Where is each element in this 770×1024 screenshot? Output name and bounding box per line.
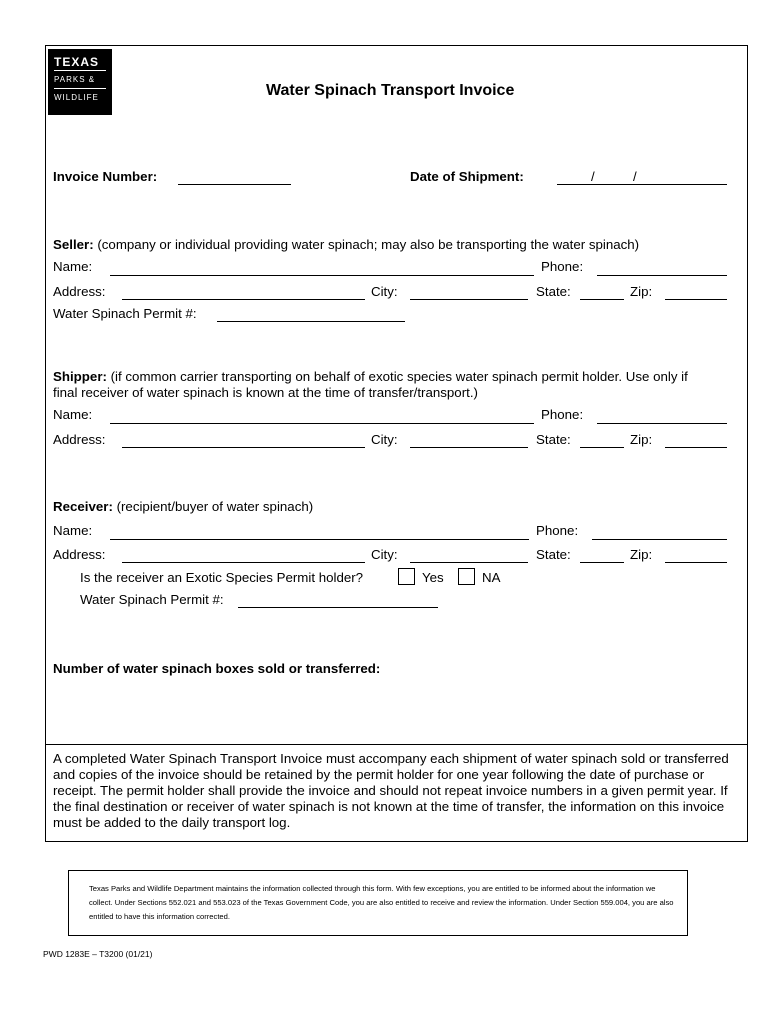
shipper-phone-label: Phone: [541,407,584,422]
logo-rule [54,70,106,71]
seller-state-field[interactable] [580,299,624,300]
shipper-state-label: State: [536,432,571,447]
receiver-name-field[interactable] [110,539,529,540]
boxes-count-label: Number of water spinach boxes sold or transferred: [53,661,381,676]
form-title: Water Spinach Transport Invoice [266,82,515,99]
logo-line-1: TEXAS [54,55,100,69]
receiver-address-label: Address: [53,547,106,562]
receiver-city-field[interactable] [410,562,528,563]
shipper-description-cont: final receiver of water spinach is known at the time of transfer/transport.) [53,385,478,400]
permit-holder-question: Is the receiver an Exotic Species Permit holder? [80,570,364,585]
shipper-address-label: Address: [53,432,106,447]
instructions-paragraph: A completed Water Spinach Transport Invoice must accompany each shipment of water spinach sold or transferred and copies of the invoice should be retained by the permit holder for one year following the date of purchase or receipt. The permit holder shall provide the invoice and should not repeat invoice numbers in a given permit year. If the final destination or receiver of water spinach is not known at the time of transfer, the information on this invoice must be added to the daily transport log. [53,751,729,830]
seller-zip-label: Zip: [630,284,653,299]
shipper-phone-field[interactable] [597,423,727,424]
invoice-number-label: Invoice Number: [53,169,158,184]
invoice-number-field[interactable] [178,184,291,185]
shipper-city-label: City: [371,432,398,447]
section-divider [45,744,748,745]
receiver-zip-field[interactable] [665,562,727,563]
na-label: NA [482,570,501,585]
date-of-shipment-label: Date of Shipment: [410,169,524,184]
seller-heading: Seller: [53,237,94,252]
seller-name-label: Name: [53,259,93,274]
seller-name-field[interactable] [110,275,534,276]
receiver-state-field[interactable] [580,562,624,563]
tpwd-logo [48,49,112,115]
seller-address-field[interactable] [122,299,365,300]
seller-phone-label: Phone: [541,259,584,274]
privacy-notice-text: Texas Parks and Wildlife Department maintains the information collected through this form. With few exceptions, you are entitled to be informed about the information we collect. Under Sections 552.021 and 553.023 of the Texas Government Code, you are also entitled to receive and review the information. Under Section 559.004, you are also entitled to have this information corrected. [89,884,674,921]
date-separator: / [591,169,595,184]
seller-zip-field[interactable] [665,299,727,300]
shipper-zip-field[interactable] [665,447,727,448]
date-of-shipment-field[interactable] [557,184,727,185]
receiver-description: (recipient/buyer of water spinach) [112,499,314,514]
receiver-city-label: City: [371,547,398,562]
seller-phone-field[interactable] [597,275,727,276]
date-separator: / [633,169,637,184]
receiver-zip-label: Zip: [630,547,653,562]
shipper-name-field[interactable] [110,423,534,424]
seller-description: (company or individual providing water spinach; may also be transporting the water spinach) [93,237,640,252]
receiver-state-label: State: [536,547,571,562]
receiver-heading-line [53,499,313,514]
yes-checkbox[interactable] [398,568,415,585]
shipper-heading: Shipper: [53,369,107,384]
seller-address-label: Address: [53,284,106,299]
shipper-description: (if common carrier transporting on behalf of exotic species water spinach permit holder. Use only if [106,369,688,384]
receiver-address-field[interactable] [122,562,365,563]
receiver-permit-field[interactable] [238,607,438,608]
shipper-address-field[interactable] [122,447,365,448]
privacy-notice-box [68,870,688,936]
na-checkbox[interactable] [458,568,475,585]
seller-city-field[interactable] [410,299,528,300]
receiver-heading: Receiver: [53,499,113,514]
yes-label: Yes [422,570,444,585]
seller-heading-line [53,237,639,252]
shipper-city-field[interactable] [410,447,528,448]
shipper-state-field[interactable] [580,447,624,448]
seller-state-label: State: [536,284,571,299]
receiver-name-label: Name: [53,523,93,538]
seller-permit-label: Water Spinach Permit #: [53,306,197,321]
seller-city-label: City: [371,284,398,299]
shipper-name-label: Name: [53,407,93,422]
receiver-phone-label: Phone: [536,523,579,538]
receiver-phone-field[interactable] [592,539,727,540]
form-number: PWD 1283E – T3200 (01/21) [43,949,153,959]
receiver-permit-label: Water Spinach Permit #: [80,592,224,607]
logo-line-2: PARKS & [54,75,96,84]
shipper-heading-line [53,369,688,384]
logo-line-3: WILDLIFE [54,93,99,102]
seller-permit-field[interactable] [217,321,405,322]
logo-rule [54,88,106,89]
shipper-zip-label: Zip: [630,432,653,447]
